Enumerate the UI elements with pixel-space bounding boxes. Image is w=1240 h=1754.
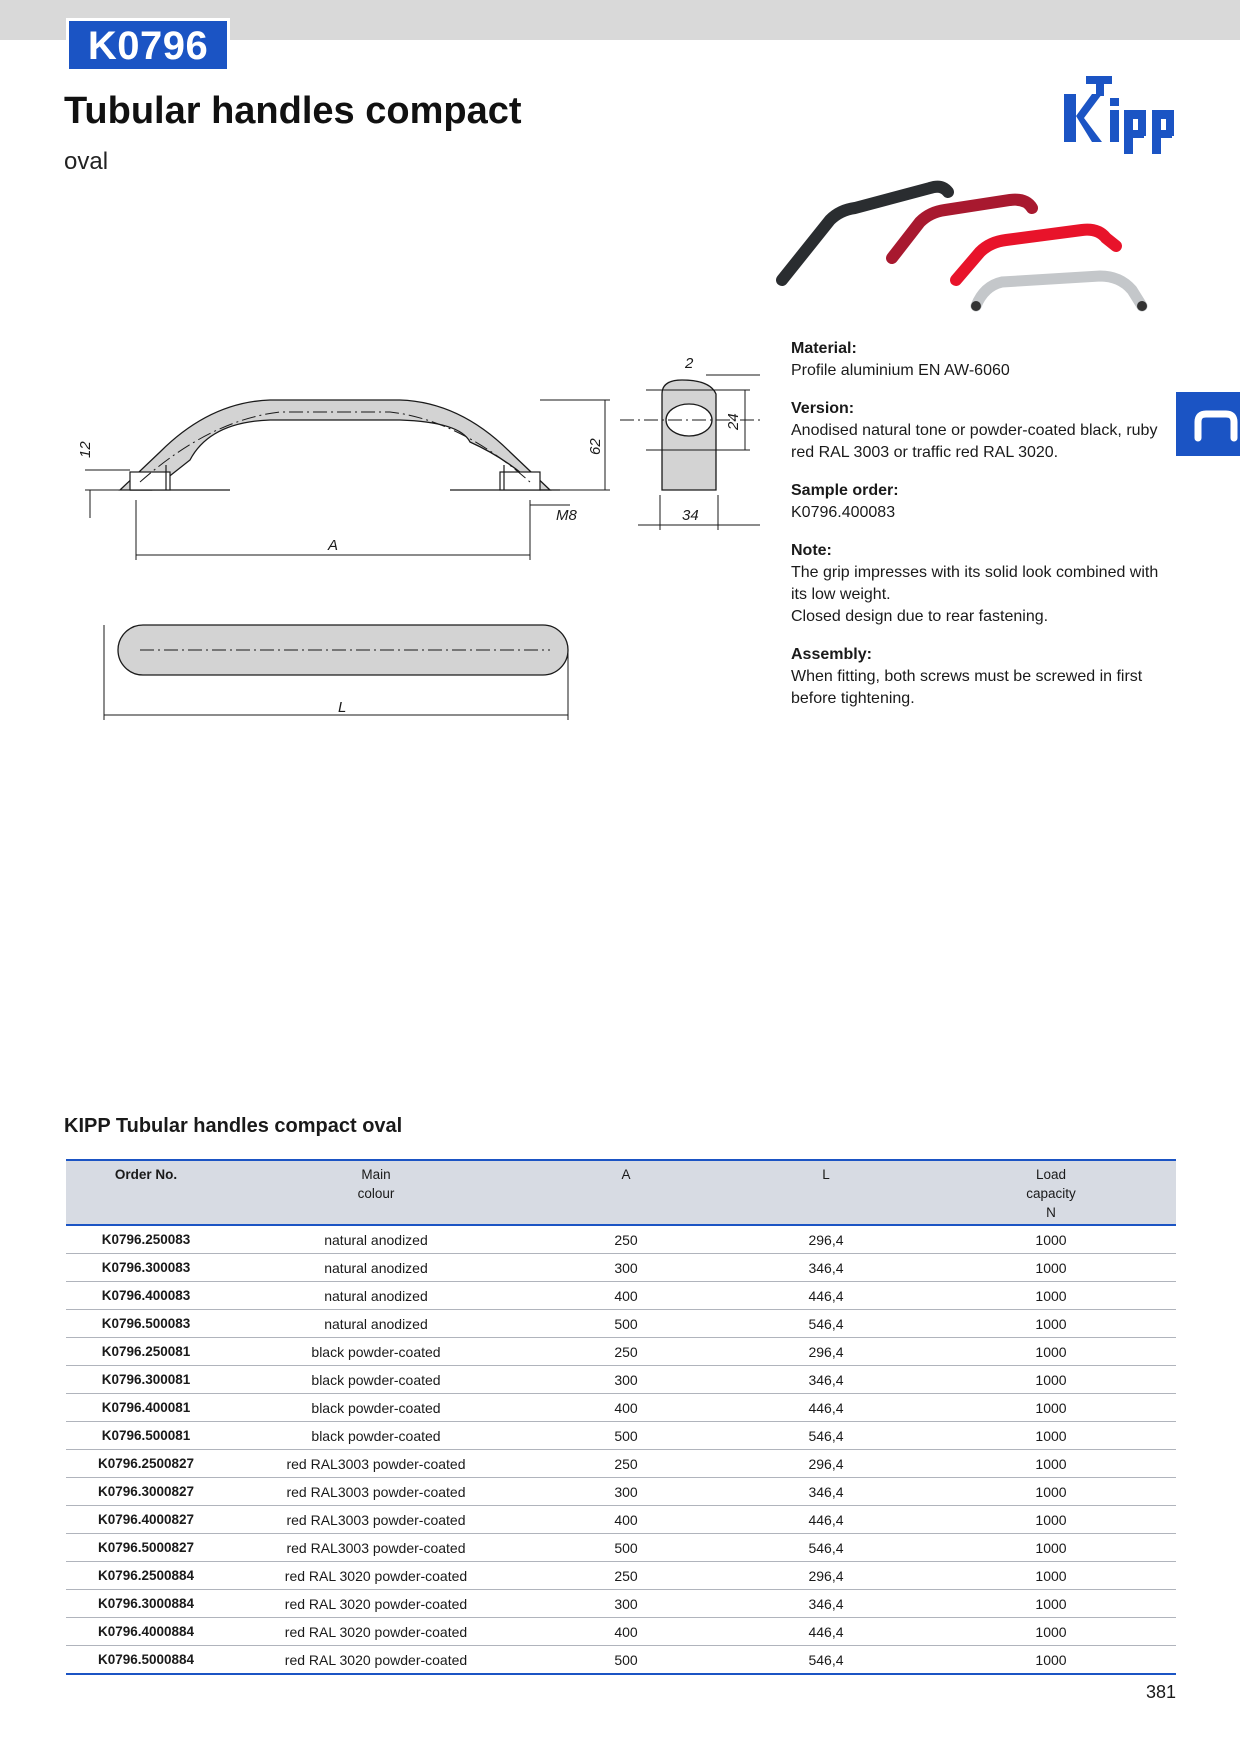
table-row [66, 1478, 1176, 1506]
material-block [791, 338, 1171, 382]
a-cell: 300 [526, 1366, 726, 1394]
colour-cell: black powder-coated [226, 1338, 526, 1366]
table-row [66, 1590, 1176, 1618]
table-row [66, 1450, 1176, 1478]
order-no-cell: K0796.250081 [66, 1338, 226, 1366]
order-no-cell: K0796.300083 [66, 1254, 226, 1282]
table-row [66, 1646, 1176, 1675]
chapter-tab [1176, 392, 1240, 456]
l-cell: 296,4 [726, 1450, 926, 1478]
l-cell: 446,4 [726, 1394, 926, 1422]
l-cell: 446,4 [726, 1506, 926, 1534]
a-cell: 400 [526, 1394, 726, 1422]
table-row [66, 1282, 1176, 1310]
order-no-cell: K0796.500083 [66, 1310, 226, 1338]
a-cell: 500 [526, 1310, 726, 1338]
colour-cell: red RAL3003 powder-coated [226, 1506, 526, 1534]
table-row [66, 1366, 1176, 1394]
dim-m8-label: M8 [556, 507, 577, 524]
table-row [66, 1506, 1176, 1534]
table-row [66, 1422, 1176, 1450]
sample-order-text: K0796.400083 [791, 504, 896, 521]
a-cell: 250 [526, 1338, 726, 1366]
kipp-logo [1062, 72, 1190, 160]
table-row [66, 1618, 1176, 1646]
l-cell: 446,4 [726, 1282, 926, 1310]
version-text: Anodised natural tone or powder-coated black, ruby red RAL 3003 or traffic red RAL 3020. [791, 422, 1158, 461]
a-cell: 400 [526, 1282, 726, 1310]
header-l: L [822, 1167, 830, 1182]
order-no-cell: K0796.5000884 [66, 1646, 226, 1675]
load-cell: 1000 [926, 1394, 1176, 1422]
note-block [791, 540, 1171, 628]
note-label: Note: [791, 542, 832, 559]
header-main-colour: Main colour [357, 1167, 395, 1201]
handle-side-view [120, 400, 550, 490]
assembly-label: Assembly: [791, 646, 872, 663]
dim-a-label: A [328, 537, 339, 554]
colour-cell: red RAL3003 powder-coated [226, 1478, 526, 1506]
colour-cell: red RAL 3020 powder-coated [226, 1590, 526, 1618]
sample-order-block [791, 480, 1171, 524]
table-row [66, 1310, 1176, 1338]
a-cell: 500 [526, 1422, 726, 1450]
order-no-cell: K0796.250083 [66, 1225, 226, 1254]
load-cell: 1000 [926, 1254, 1176, 1282]
a-cell: 300 [526, 1254, 726, 1282]
colour-cell: red RAL 3020 powder-coated [226, 1562, 526, 1590]
page-subtitle: oval [64, 148, 109, 175]
load-cell: 1000 [926, 1282, 1176, 1310]
handle-tab-icon [1176, 392, 1240, 456]
order-no-cell: K0796.5000827 [66, 1534, 226, 1562]
order-no-cell: K0796.4000884 [66, 1618, 226, 1646]
table-header-row [66, 1160, 1176, 1225]
a-cell: 500 [526, 1646, 726, 1675]
product-photo [770, 160, 1180, 330]
material-label: Material: [791, 340, 857, 357]
note-text-1: The grip impresses with its solid look combined with its low weight. [791, 564, 1159, 603]
dim-34-label: 34 [682, 507, 699, 524]
table-row [66, 1394, 1176, 1422]
dim-2-label: 2 [685, 355, 694, 372]
a-cell: 500 [526, 1534, 726, 1562]
header-order-no: Order No. [114, 1167, 178, 1182]
order-no-cell: K0796.2500884 [66, 1562, 226, 1590]
table-row [66, 1534, 1176, 1562]
a-cell: 300 [526, 1478, 726, 1506]
material-text: Profile aluminium EN AW-6060 [791, 362, 1010, 379]
l-cell: 546,4 [726, 1422, 926, 1450]
dim-62-label: 62 [587, 438, 604, 455]
order-no-cell: K0796.400081 [66, 1394, 226, 1422]
l-cell: 346,4 [726, 1254, 926, 1282]
product-code-badge: K0796 [66, 18, 230, 72]
l-cell: 296,4 [726, 1562, 926, 1590]
load-cell: 1000 [926, 1562, 1176, 1590]
l-cell: 446,4 [726, 1618, 926, 1646]
load-cell: 1000 [926, 1225, 1176, 1254]
load-cell: 1000 [926, 1534, 1176, 1562]
colour-cell: natural anodized [226, 1282, 526, 1310]
page-number: 381 [1145, 1682, 1176, 1702]
colour-cell: red RAL3003 powder-coated [226, 1534, 526, 1562]
l-cell: 346,4 [726, 1478, 926, 1506]
l-cell: 296,4 [726, 1225, 926, 1254]
dim-24-label: 24 [725, 413, 742, 430]
note-text-2: Closed design due to rear fastening. [791, 608, 1049, 625]
order-no-cell: K0796.300081 [66, 1366, 226, 1394]
order-no-cell: K0796.500081 [66, 1422, 226, 1450]
l-cell: 346,4 [726, 1366, 926, 1394]
load-cell: 1000 [926, 1478, 1176, 1506]
header-load-capacity: Load capacity N [1026, 1167, 1076, 1220]
table-row [66, 1225, 1176, 1254]
l-cell: 546,4 [726, 1646, 926, 1675]
load-cell: 1000 [926, 1646, 1176, 1675]
table-row [66, 1338, 1176, 1366]
assembly-text: When fitting, both screws must be screwed in first before tightening. [791, 668, 1143, 707]
order-no-cell: K0796.2500827 [66, 1450, 226, 1478]
load-cell: 1000 [926, 1422, 1176, 1450]
page-title: Tubular handles compact [64, 90, 522, 132]
load-cell: 1000 [926, 1338, 1176, 1366]
order-no-cell: K0796.4000827 [66, 1506, 226, 1534]
table-row [66, 1562, 1176, 1590]
dim-l-label: L [338, 699, 347, 716]
colour-cell: natural anodized [226, 1254, 526, 1282]
l-cell: 346,4 [726, 1590, 926, 1618]
technical-drawing [70, 350, 770, 730]
colour-cell: red RAL3003 powder-coated [226, 1450, 526, 1478]
dim-12-label: 12 [77, 441, 94, 458]
a-cell: 250 [526, 1225, 726, 1254]
version-block [791, 398, 1171, 464]
l-cell: 546,4 [726, 1534, 926, 1562]
colour-cell: natural anodized [226, 1310, 526, 1338]
order-table [66, 1159, 1176, 1675]
load-cell: 1000 [926, 1506, 1176, 1534]
colour-cell: black powder-coated [226, 1366, 526, 1394]
colour-cell: red RAL 3020 powder-coated [226, 1618, 526, 1646]
version-label: Version: [791, 400, 855, 417]
colour-cell: red RAL 3020 powder-coated [226, 1646, 526, 1675]
order-no-cell: K0796.400083 [66, 1282, 226, 1310]
sample-order-label: Sample order: [791, 482, 899, 499]
load-cell: 1000 [926, 1310, 1176, 1338]
a-cell: 300 [526, 1590, 726, 1618]
l-cell: 296,4 [726, 1338, 926, 1366]
colour-cell: black powder-coated [226, 1394, 526, 1422]
product-info [791, 338, 1171, 726]
header-a: A [621, 1167, 631, 1182]
a-cell: 250 [526, 1450, 726, 1478]
colour-cell: black powder-coated [226, 1422, 526, 1450]
order-no-cell: K0796.3000884 [66, 1590, 226, 1618]
load-cell: 1000 [926, 1450, 1176, 1478]
colour-cell: natural anodized [226, 1225, 526, 1254]
load-cell: 1000 [926, 1366, 1176, 1394]
load-cell: 1000 [926, 1618, 1176, 1646]
table-title: KIPP Tubular handles compact oval [64, 1115, 403, 1137]
assembly-block [791, 644, 1171, 710]
l-cell: 546,4 [726, 1310, 926, 1338]
order-no-cell: K0796.3000827 [66, 1478, 226, 1506]
table-row [66, 1254, 1176, 1282]
a-cell: 400 [526, 1506, 726, 1534]
a-cell: 400 [526, 1618, 726, 1646]
a-cell: 250 [526, 1562, 726, 1590]
load-cell: 1000 [926, 1590, 1176, 1618]
